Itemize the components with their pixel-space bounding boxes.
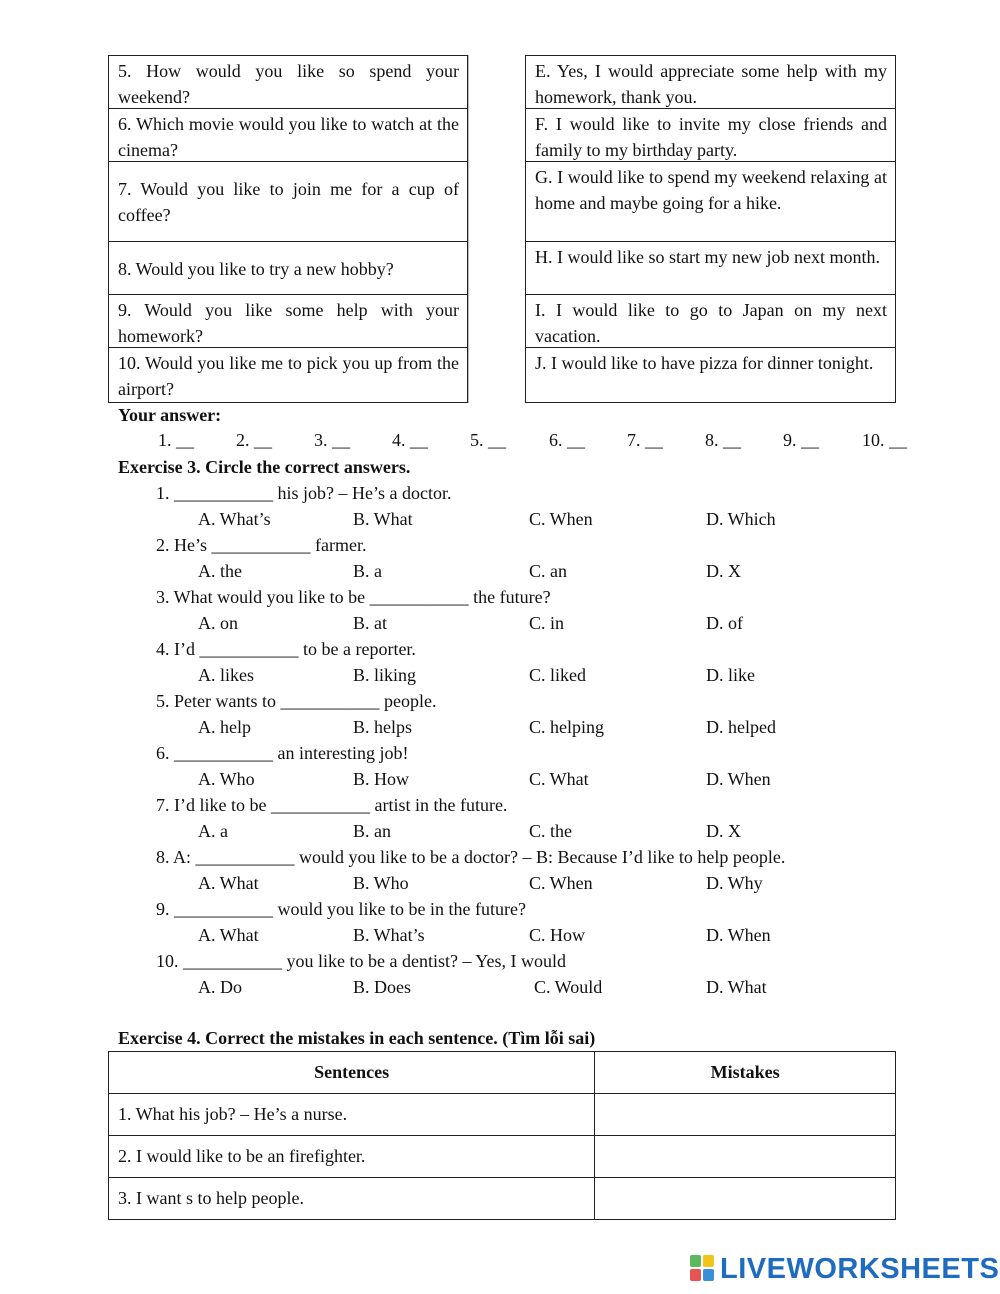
sentence-cell: 1. What his job? – He’s a nurse. — [109, 1094, 595, 1136]
option-d[interactable]: D. What — [706, 977, 767, 997]
answer-slot-5[interactable]: 5. __ — [470, 430, 506, 450]
option-d[interactable]: D. Why — [706, 873, 763, 893]
mistake-input[interactable] — [595, 1178, 896, 1220]
question-5: 5. Peter wants to ___________ people. — [156, 691, 437, 711]
answer-slot[interactable] — [468, 108, 526, 162]
answer-cell: H. I would like so start my new job next month. — [525, 241, 896, 295]
liveworksheets-logo-icon — [690, 1255, 716, 1283]
answer-cell: I. I would like to go to Japan on my next vacation. — [525, 294, 896, 348]
answer-slot-7[interactable]: 7. __ — [627, 430, 663, 450]
option-d[interactable]: D. helped — [706, 717, 776, 737]
option-c[interactable]: C. When — [529, 873, 593, 893]
answer-slot[interactable] — [468, 55, 526, 109]
question-4: 4. I’d ___________ to be a reporter. — [156, 639, 416, 659]
option-c[interactable]: C. How — [529, 925, 586, 945]
option-b[interactable]: B. an — [353, 821, 391, 841]
option-a[interactable]: A. Do — [198, 977, 242, 997]
option-d[interactable]: D. X — [706, 561, 741, 581]
mistake-input[interactable] — [595, 1094, 896, 1136]
question-cell: 8. Would you like to try a new hobby? — [108, 241, 468, 295]
option-a[interactable]: A. likes — [198, 665, 254, 685]
answer-slot-4[interactable]: 4. __ — [392, 430, 428, 450]
option-b[interactable]: B. Who — [353, 873, 409, 893]
option-a[interactable]: A. a — [198, 821, 228, 841]
option-c[interactable]: C. When — [529, 509, 593, 529]
option-c[interactable]: C. in — [529, 613, 565, 633]
question-cell: 5. How would you like so spend your weekend? — [108, 55, 468, 109]
option-a[interactable]: A. What — [198, 873, 259, 893]
option-b[interactable]: B. What — [353, 509, 413, 529]
sentences-header: Sentences — [109, 1052, 595, 1094]
answer-slot-2[interactable]: 2. __ — [236, 430, 272, 450]
question-8: 8. A: ___________ would you like to be a doctor? – B: Because I’d like to help people. — [156, 847, 786, 867]
mistakes-header: Mistakes — [595, 1052, 896, 1094]
answer-slot-9[interactable]: 9. __ — [783, 430, 819, 450]
option-c[interactable]: C. What — [529, 769, 589, 789]
question-10: 10. ___________ you like to be a dentist? – Yes, I would — [156, 951, 566, 971]
option-b[interactable]: B. Does — [353, 977, 411, 997]
answer-cell: E. Yes, I would appreciate some help with my homework, thank you. — [525, 55, 896, 109]
option-c[interactable]: C. liked — [529, 665, 586, 685]
sentence-cell: 2. I would like to be an firefighter. — [109, 1136, 595, 1178]
question-cell: 7. Would you like to join me for a cup of coffee? — [108, 161, 468, 242]
answer-slot[interactable] — [468, 161, 526, 242]
option-b[interactable]: B. helps — [353, 717, 413, 737]
liveworksheets-logo — [690, 1252, 999, 1286]
option-b[interactable]: B. What’s — [353, 925, 425, 945]
option-d[interactable]: D. like — [706, 665, 755, 685]
option-d[interactable]: D. of — [706, 613, 743, 633]
option-c[interactable]: C. helping — [529, 717, 604, 737]
option-a[interactable]: A. What — [198, 925, 259, 945]
liveworksheets-wordmark: LIVEWORKSHEETS — [720, 1252, 1000, 1285]
answer-slot-6[interactable]: 6. __ — [549, 430, 585, 450]
answer-cell: J. I would like to have pizza for dinner tonight. — [525, 347, 896, 403]
option-d[interactable]: D. X — [706, 821, 741, 841]
option-b[interactable]: B. a — [353, 561, 382, 581]
option-b[interactable]: B. How — [353, 769, 410, 789]
option-a[interactable]: A. the — [198, 561, 242, 581]
option-d[interactable]: D. When — [706, 925, 771, 945]
answer-slot-8[interactable]: 8. __ — [705, 430, 741, 450]
answer-cell: G. I would like to spend my weekend relaxing at home and maybe going for a hike. — [525, 161, 896, 242]
option-d[interactable]: D. When — [706, 769, 771, 789]
mistakes-table — [108, 1051, 896, 1220]
option-c[interactable]: C. the — [529, 821, 572, 841]
answer-slot[interactable] — [468, 347, 526, 403]
exercise3-title: Exercise 3. Circle the correct answers. — [118, 457, 411, 477]
question-6: 6. ___________ an interesting job! — [156, 743, 409, 763]
mistake-input[interactable] — [595, 1136, 896, 1178]
question-9: 9. ___________ would you like to be in the future? — [156, 899, 526, 919]
answer-slot-1[interactable]: 1. __ — [158, 430, 194, 450]
your-answer-label: Your answer: — [118, 405, 222, 425]
option-a[interactable]: A. help — [198, 717, 251, 737]
answer-slot[interactable] — [468, 294, 526, 348]
option-a[interactable]: A. What’s — [198, 509, 271, 529]
answer-cell: F. I would like to invite my close friends and family to my birthday party. — [525, 108, 896, 162]
question-7: 7. I’d like to be ___________ artist in the future. — [156, 795, 508, 815]
answer-slot-10[interactable]: 10. __ — [862, 430, 907, 450]
question-cell: 6. Which movie would you like to watch at the cinema? — [108, 108, 468, 162]
option-b[interactable]: B. at — [353, 613, 387, 633]
answer-slot-3[interactable]: 3. __ — [314, 430, 350, 450]
option-c[interactable]: C. an — [529, 561, 567, 581]
answer-slot[interactable] — [468, 241, 526, 295]
option-b[interactable]: B. liking — [353, 665, 417, 685]
option-a[interactable]: A. Who — [198, 769, 255, 789]
sentence-cell: 3. I want s to help people. — [109, 1178, 595, 1220]
option-d[interactable]: D. Which — [706, 509, 776, 529]
question-cell: 10. Would you like me to pick you up from the airport? — [108, 347, 468, 403]
option-a[interactable]: A. on — [198, 613, 238, 633]
option-c[interactable]: C. Would — [534, 977, 603, 997]
question-2: 2. He’s ___________ farmer. — [156, 535, 367, 555]
exercise4-title: Exercise 4. Correct the mistakes in each sentence. (Tìm lỗi sai) — [118, 1028, 596, 1048]
question-1: 1. ___________ his job? – He’s a doctor. — [156, 483, 452, 503]
question-3: 3. What would you like to be ___________ the future? — [156, 587, 551, 607]
question-cell: 9. Would you like some help with your homework? — [108, 294, 468, 348]
